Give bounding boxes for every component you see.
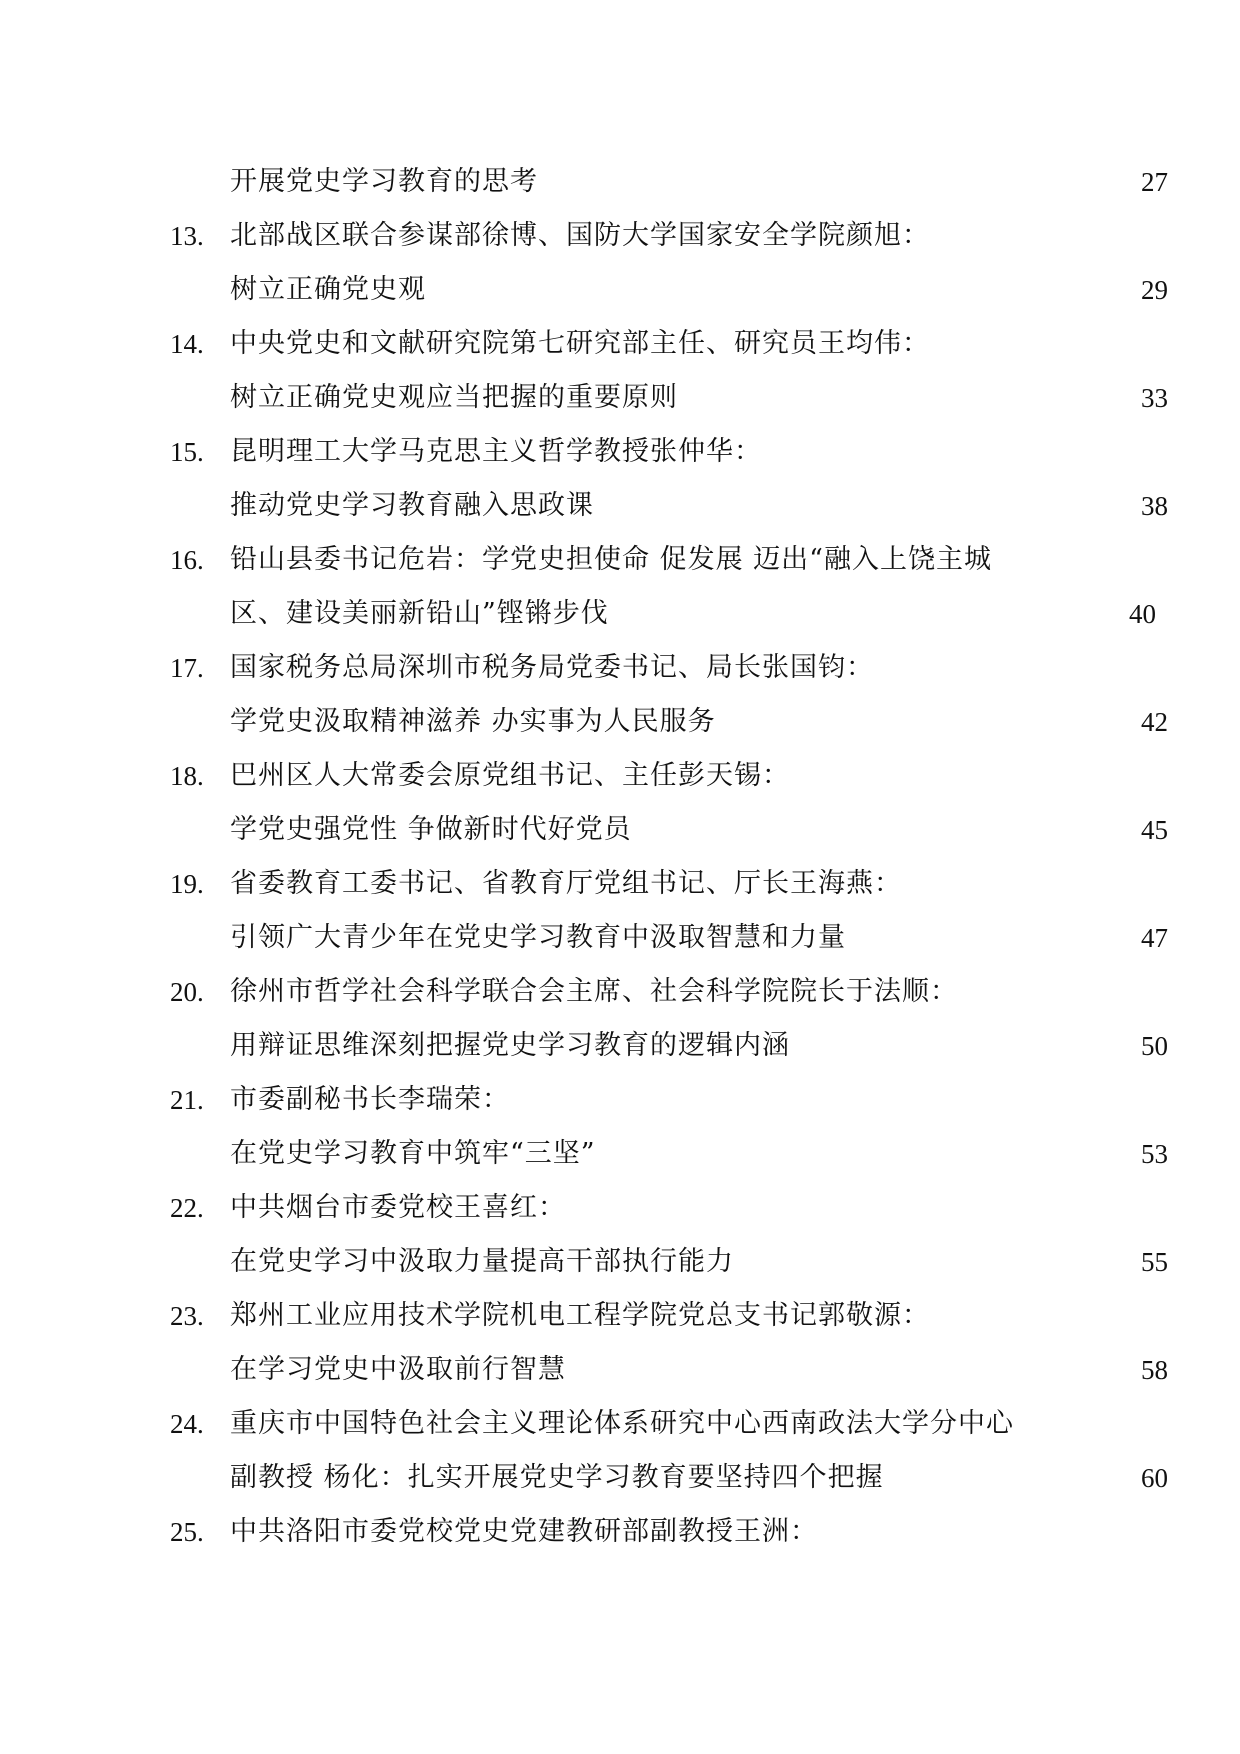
toc-text: 铅山县委书记危岩：学党史担使命 促发展 迈出“融入上饶主城 [230,544,992,575]
toc-line [0,756,1240,796]
toc-text: 市委副秘书长李瑞荣： [230,1084,510,1115]
toc-number: 15. [170,437,204,467]
toc-line [0,810,1240,850]
toc-page-number: 33 [1141,383,1168,413]
toc-line [0,972,1240,1012]
toc-line [0,702,1240,742]
toc-text: 推动党史学习教育融入思政课 [230,490,594,521]
toc-number: 18. [170,761,204,791]
toc-text: 徐州市哲学社会科学联合会主席、社会科学院院长于法顺： [230,976,958,1007]
toc-text: 学党史强党性 争做新时代好党员 [230,814,632,845]
toc-page-number: 38 [1141,491,1168,521]
toc-page-number: 50 [1141,1031,1168,1061]
toc-number: 17. [170,653,204,683]
toc-text: 副教授 杨化：扎实开展党史学习教育要坚持四个把握 [230,1462,884,1493]
toc-page-number: 40 [1129,599,1156,629]
toc-text: 学党史汲取精神滋养 办实事为人民服务 [230,706,716,737]
toc-line [0,1188,1240,1228]
toc-text: 省委教育工委书记、省教育厅党组书记、厅长王海燕： [230,868,902,899]
toc-text: 郑州工业应用技术学院机电工程学院党总支书记郭敬源： [230,1300,930,1331]
toc-page-number: 42 [1141,707,1168,737]
toc-line [0,594,1240,634]
toc-text: 重庆市中国特色社会主义理论体系研究中心西南政法大学分中心 [230,1408,1014,1439]
toc-text: 树立正确党史观应当把握的重要原则 [230,382,678,413]
toc-text: 引领广大青少年在党史学习教育中汲取智慧和力量 [230,922,846,953]
toc-text: 在学习党史中汲取前行智慧 [230,1354,566,1385]
toc-number: 25. [170,1517,204,1547]
toc-line [0,1080,1240,1120]
toc-line [0,540,1240,580]
toc-number: 16. [170,545,204,575]
toc-number: 21. [170,1085,204,1115]
toc-line [0,1458,1240,1498]
toc-text: 中共洛阳市委党校党史党建教研部副教授王洲： [230,1516,818,1547]
toc-text: 在党史学习中汲取力量提高干部执行能力 [230,1246,734,1277]
toc-page-number: 53 [1141,1139,1168,1169]
toc-text: 用辩证思维深刻把握党史学习教育的逻辑内涵 [230,1030,790,1061]
toc-line [0,1242,1240,1282]
toc-text: 开展党史学习教育的思考 [230,166,538,197]
toc-page-number: 58 [1141,1355,1168,1385]
toc-text: 在党史学习教育中筑牢“三坚” [230,1138,596,1169]
toc-line [0,864,1240,904]
toc-page-number: 47 [1141,923,1168,953]
toc-text: 树立正确党史观 [230,274,426,305]
toc-line [0,378,1240,418]
toc-text: 中共烟台市委党校王喜红： [230,1192,566,1223]
toc-line [0,216,1240,256]
toc-number: 24. [170,1409,204,1439]
toc-text: 中央党史和文献研究院第七研究部主任、研究员王均伟： [230,328,930,359]
toc-number: 20. [170,977,204,1007]
toc-line [0,1350,1240,1390]
toc-text: 昆明理工大学马克思主义哲学教授张仲华： [230,436,762,467]
toc-number: 19. [170,869,204,899]
toc-line [0,270,1240,310]
toc-text: 国家税务总局深圳市税务局党委书记、局长张国钧： [230,652,874,683]
toc-line [0,648,1240,688]
toc-number: 14. [170,329,204,359]
toc-page-number: 60 [1141,1463,1168,1493]
toc-text: 区、建设美丽新铅山”铿锵步伐 [230,598,609,629]
toc-line [0,1512,1240,1552]
toc-page-number: 27 [1141,167,1168,197]
toc-page-number: 45 [1141,815,1168,845]
toc-number: 22. [170,1193,204,1223]
toc-line [0,324,1240,364]
toc-line [0,486,1240,526]
toc-text: 巴州区人大常委会原党组书记、主任彭天锡： [230,760,790,791]
toc-text: 北部战区联合参谋部徐博、国防大学国家安全学院颜旭： [230,220,930,251]
toc-number: 13. [170,221,204,251]
toc-page-number: 29 [1141,275,1168,305]
toc-line [0,162,1240,202]
toc-page-number: 55 [1141,1247,1168,1277]
toc-line [0,918,1240,958]
toc-line [0,432,1240,472]
toc-line [0,1026,1240,1066]
toc-line [0,1134,1240,1174]
toc-number: 23. [170,1301,204,1331]
toc-line [0,1296,1240,1336]
toc-line [0,1404,1240,1444]
